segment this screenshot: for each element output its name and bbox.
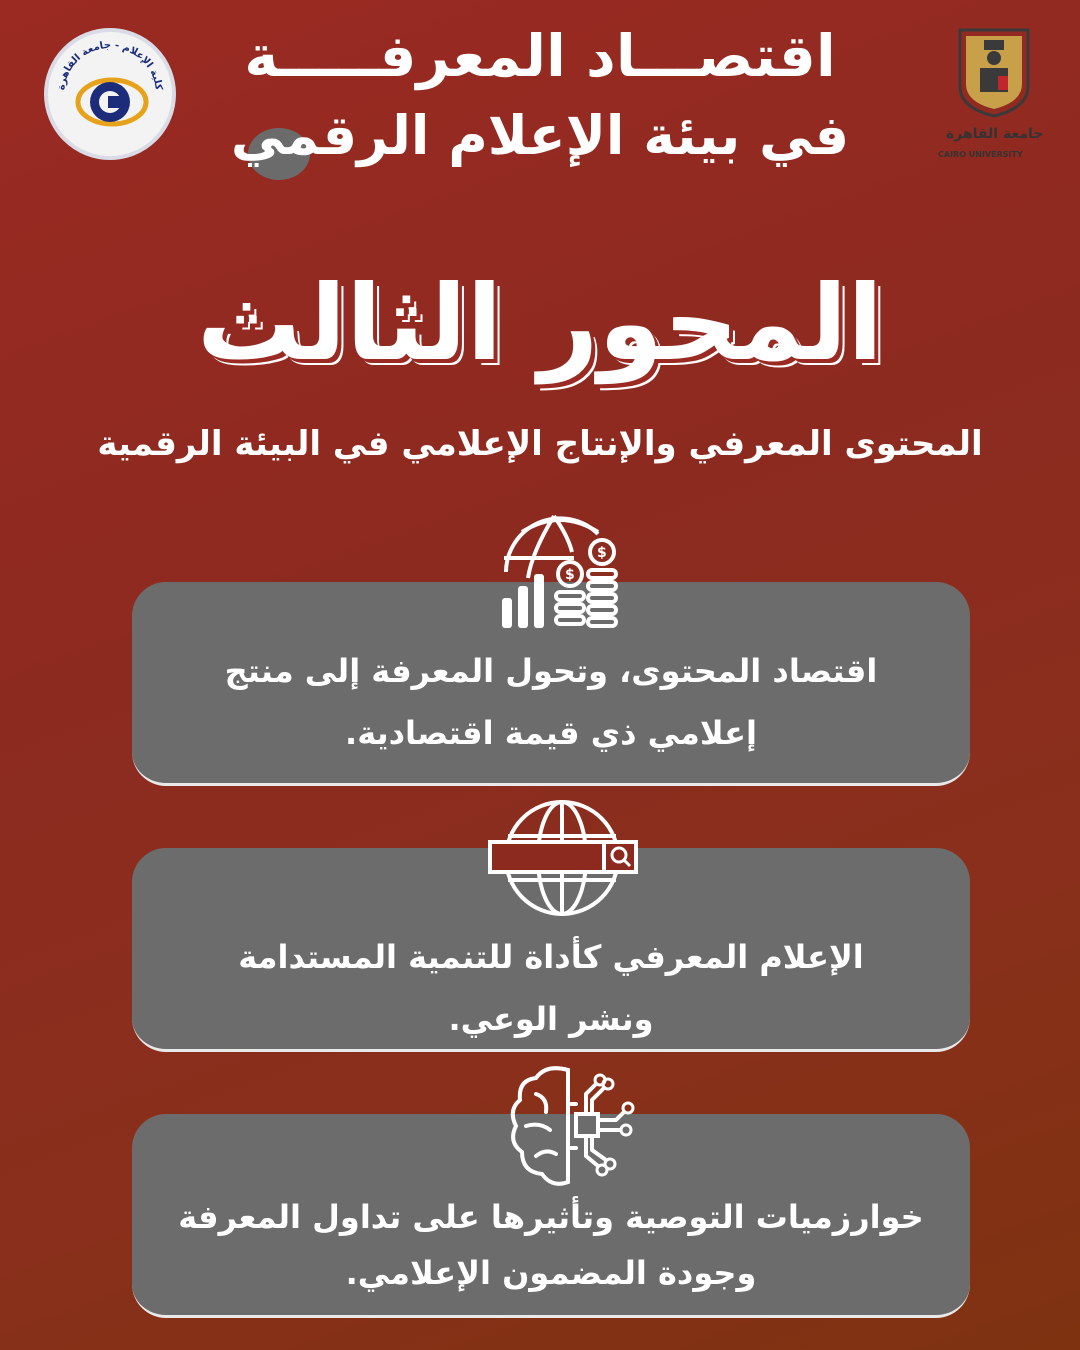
cairo-university-arabic-text: جامعة القاهرة — [946, 126, 1044, 142]
topic-card-1-line1: اقتصاد المحتوى، وتحول المعرفة إلى منتج — [224, 652, 878, 690]
axis-heading: المحور الثالث — [196, 262, 883, 384]
topic-card-1-line2: إعلامي ذي قيمة اقتصادية. — [345, 714, 757, 752]
page-title-line1: اقتصـــاد المعرفـــــة — [244, 22, 836, 90]
globe-search-icon — [486, 798, 640, 920]
axis-subtitle: المحتوى المعرفي والإنتاج الإعلامي في البيئة الرقمية — [97, 424, 983, 464]
page-title-line2: في بيئة الإعلام الرقمي — [230, 104, 850, 167]
topic-card-3-line2: وجودة المضمون الإعلامي. — [345, 1254, 757, 1292]
svg-text:$: $ — [597, 545, 607, 561]
topic-card-2-line2: ونشر الوعي. — [448, 1000, 654, 1038]
brain-circuit-icon — [506, 1064, 638, 1192]
faculty-logo-text: كلية الإعلام - جامعة القاهرة — [56, 39, 164, 91]
topic-card-3-line1: خوارزميات التوصية وتأثيرها على تداول المعرفة — [178, 1198, 924, 1236]
globe-coins-chart-icon — [498, 512, 622, 632]
svg-text:$: $ — [565, 567, 575, 583]
topic-card-2-line1: الإعلام المعرفي كأداة للتنمية المستدامة — [238, 938, 864, 976]
cairo-university-english-text: CAIRO UNIVERSITY — [938, 150, 1023, 159]
